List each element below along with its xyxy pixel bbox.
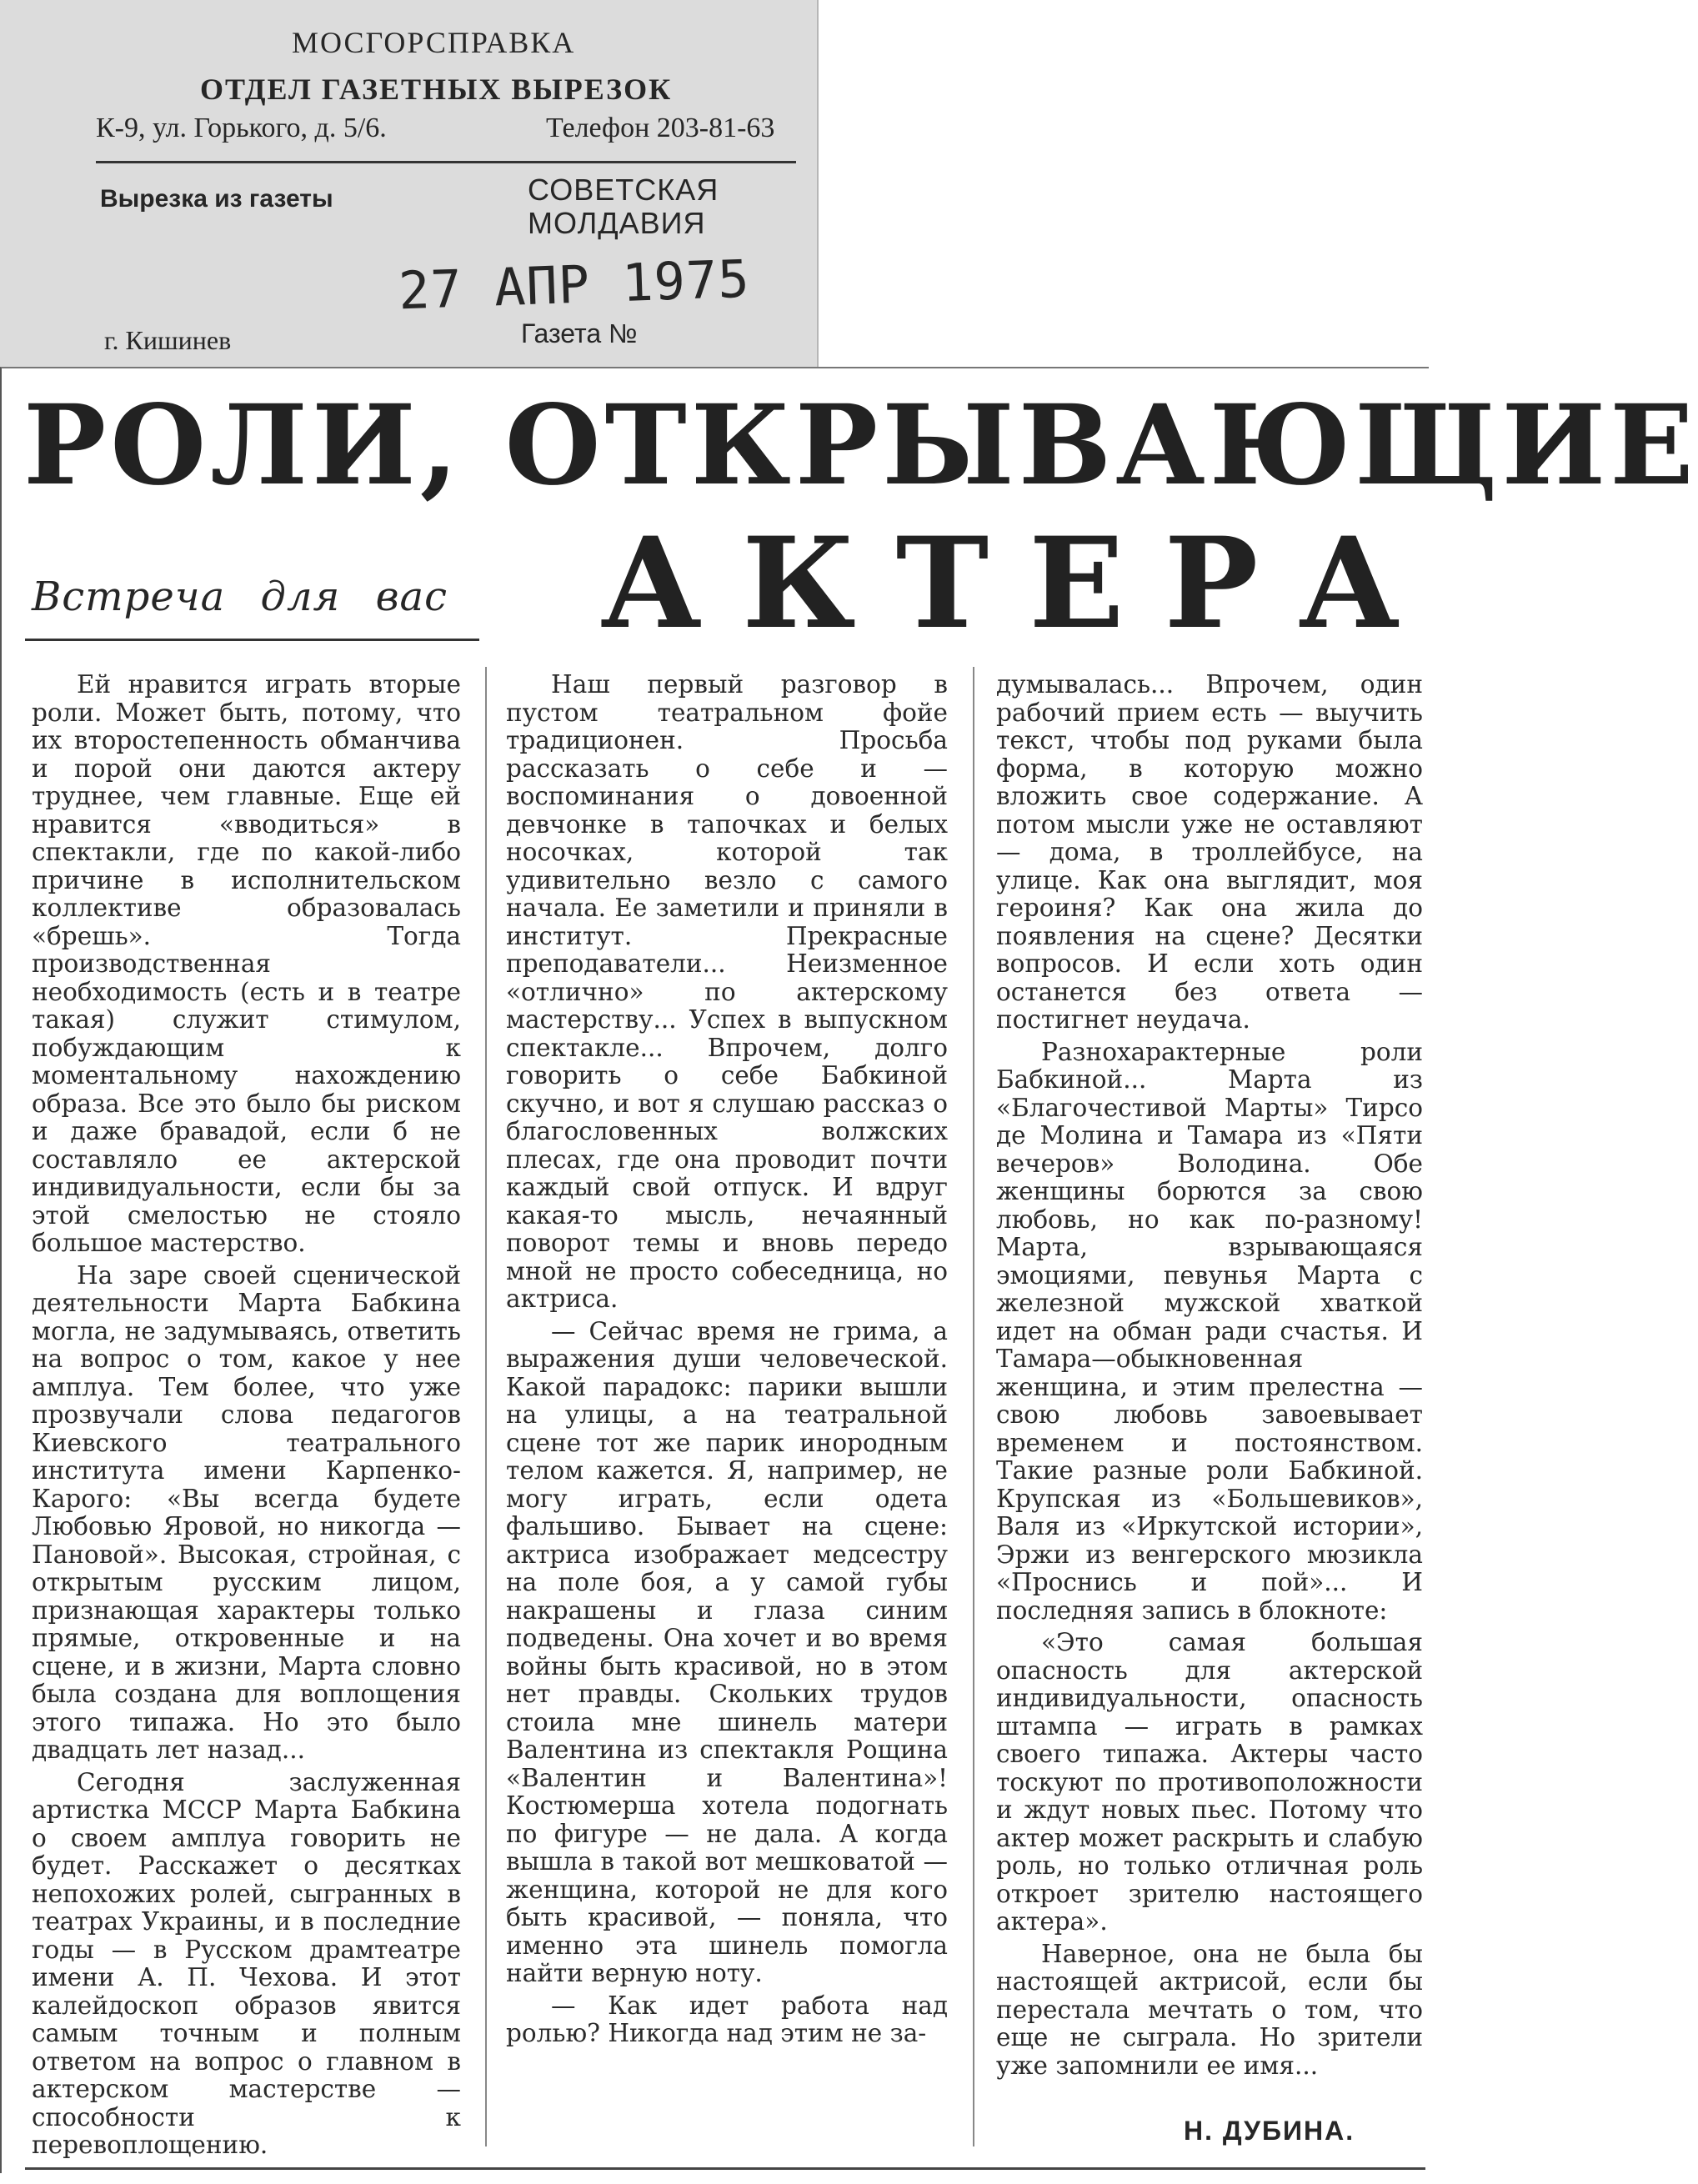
label-department: ОТДЕЛ ГАЗЕТНЫХ ВЫРЕЗОК (200, 73, 673, 106)
article-paragraph: думывалась... Впрочем, один рабочий прием есть — выучить текст, чтобы под руками была форма, в которую можно вложить свое содержание. А потом мысли уже не оставляют — дома, в троллейбусе, на улице. Как она выглядит, моя героиня? Как она жила до появления на сцене? Десятки вопросов. И если хоть один останется без ответа — постигнет неудача. (996, 670, 1423, 1034)
rubric-heading: Встреча для вас (32, 574, 448, 620)
article-paragraph: Ей нравится играть вторые роли. Может быть, потому, что их второстепенность обманчива и порой они даются актеру труднее, чем главные. Еще ей нравится «вводиться» в спектакли, где по какой-либо причине в исполнительском коллективе образовалась «брешь». Тогда производственная необходимость (есть и в театре такая) служит стимулом, побуждающим к моментальному нахождению образа. Все это было бы риском и даже бравадой, если б не составляло ее актерской индивидуальности, если бы за этой смелостью не стояло большое мастерство. (32, 670, 461, 1257)
article-paragraph: На заре своей сценической деятельности Марта Бабкина могла, не задумываясь, ответить на вопрос о том, какое у нее амплуа. Тем более, что уже прозвучали слова педагогов Киевского театрального института имени Карпенко-Карого: «Вы всегда будете Любовью Яровой, но никогда — Пановой». Высокая, стройная, с открытым русским лицом, признающая характеры только прямые, откровенные и на сцене, и в жизни, Марта словно была создана для воплощения этого типажа. Но это было двадцать лет назад... (32, 1260, 461, 1764)
label-date-stamp: 27 АПР 1975 (397, 248, 751, 322)
label-gazeta-number: Газета № (521, 318, 638, 348)
column-divider (973, 667, 974, 2146)
headline-line-1: РОЛИ, ОТКРЫВАЮЩИЕ (23, 381, 1698, 510)
label-newspaper-name: СОВЕТСКАЯ МОЛДАВИЯ (528, 173, 719, 240)
column-divider (485, 667, 487, 2146)
article-paragraph: Наш первый разговор в пустом театральном фойе традиционен. Просьба рассказать о себе и — воспоминания о довоенной девчонке в тапочках и белых носочках, которой так удивительно везло с самого начала. Ее заметили и приняли в институт. Прекрасные преподаватели... Неизменное «отлично» по актерскому мастерству... Успех в выпускном спектакле... Впрочем, долго говорить о себе Бабкиной скучно, и вот я слушаю рассказ о благословенных волжских плесах, где она проводит почти каждый свой отпуск. И вдруг какая-то мысль, нечаянный поворот темы и вновь передо мной не просто собеседница, но актриса. (506, 670, 948, 1313)
article-paragraph: Сегодня заслуженная артистка МССР Марта Бабкина о своем амплуа говорить не будет. Расскажет о десятках непохожих ролей, сыгранных в театрах Украины, и в последние годы — в Русском драмтеатре имени А. П. Чехова. И этот калейдоскоп образов явится самым точным и полным ответом на вопрос о главном в актерском мастерстве — способности к перевоплощению. (32, 1767, 461, 2159)
article-paragraph: Разнохарактерные роли Бабкиной... Марта из «Благочестивой Марты» Тирсо де Молина и Тамара из «Пяти вечеров» Володина. Обе женщины борются за свою любовь, но как по-разному! Марта, взрывающаяся эмоциями, певунья Марта с железной мужской хваткой идет на обман ради счастья. И Тамара—обыкновенная женщина, и этим прелестна — свою любовь завоевывает временем и постоянством. Такие разные роли Бабкиной. Крупская из «Большевиков», Валя из «Иркутской истории», Эржи из венгерского мюзикла «Проснись и пой»... И последняя запись в блокноте: (996, 1037, 1423, 1625)
label-organization: МОСГОРСПРАВКА (292, 26, 576, 59)
bottom-border (25, 2167, 1425, 2170)
article-paragraph: — Как идет работа над ролью? Никогда над этим не за- (506, 1991, 948, 2047)
article-paragraph: «Это самая большая опасность для актерской индивидуальности, опасность штампа — играть в рамках своего типажа. Актеры часто тоскуют по противоположности и ждут новых пьес. Потому что актер может раскрыть и слабую роль, но только отличная роль откроет зрителю настоящего актера». (996, 1628, 1423, 1936)
label-cut-from: Вырезка из газеты (100, 185, 333, 213)
author-signature: Н. ДУБИНА. (1184, 2116, 1355, 2146)
label-phone: Телефон 203-81-63 (546, 113, 775, 143)
article-paragraph: Наверное, она не была бы настоящей актрисой, если бы перестала мечтать о том, что еще не сыграла. Но зрители уже запомнили ее имя... (996, 1939, 1423, 2080)
rubric-underline (25, 639, 479, 641)
label-address: К-9, ул. Горького, д. 5/6. (96, 113, 387, 143)
article-column-3 (996, 671, 1423, 2080)
article-column-2 (506, 671, 948, 2048)
article-column-1 (32, 671, 461, 2160)
article-paragraph: — Сейчас время не грима, а выражения души человеческой. Какой парадокс: парики вышли на улицы, а на театральной сцене тот же парик инородным телом кажется. Я, например, не могу играть, если одета фальшиво. Бывает на сцене: актриса изображает медсестру на поле боя, а у самой губы накрашены и глаза синим подведены. Она хочет и во время войны быть красивой, но в этом нет правды. Скольких трудов стоила мне шинель матери Валентина из спектакля Рощина «Валентин и Валентина»! Костюмерша хотела подогнать по фигуре — не дала. А когда вышла в такой вот мешковатой — женщина, которой не для кого быть красивой, — поняла, что именно эта шинель помогла найти верную ноту. (506, 1316, 948, 1987)
headline-line-2: АКТЕРА (600, 510, 1440, 657)
label-divider (96, 161, 796, 163)
label-city: г. Кишинев (104, 325, 232, 355)
